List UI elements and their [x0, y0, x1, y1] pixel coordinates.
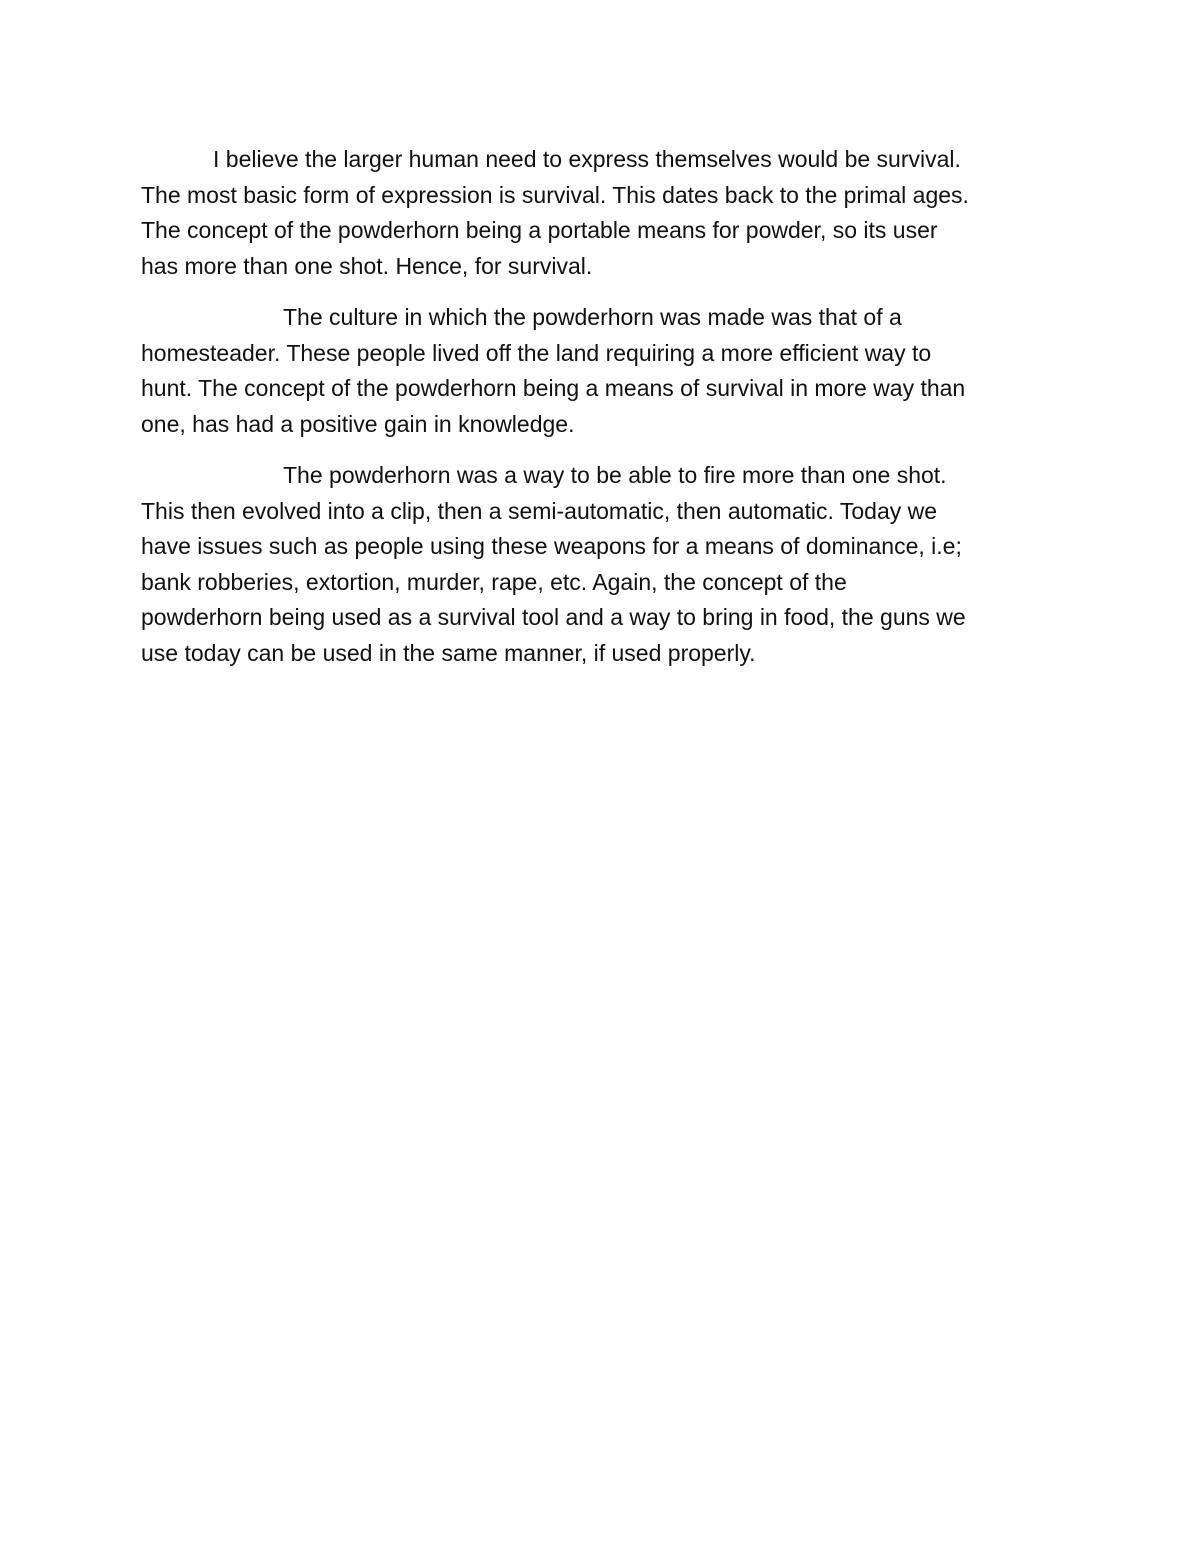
paragraph-3-line-1: The powderhorn was a way to be able to fire more than one shot. — [283, 462, 947, 488]
paragraph-1-line-4: has more than one shot. Hence, for survival. — [141, 252, 593, 279]
paragraph-3-line-5: powderhorn being used as a survival tool and a way to bring in food, the guns we — [141, 604, 966, 630]
paragraph-2 — [141, 300, 1081, 442]
paragraph-3-line-4: bank robberies, extortion, murder, rape, etc. Again, the concept of the — [141, 568, 847, 595]
paragraph-3-line-2: This then evolved into a clip, then a semi-automatic, then automatic. Today we — [141, 497, 938, 524]
paragraph-2-line-1: The culture in which the powderhorn was made was that of a — [283, 304, 902, 330]
paragraph-1-line-3: The concept of the powderhorn being a portable means for powder, so its user — [141, 217, 938, 243]
paragraph-1-line-2: The most basic form of expression is survival. This dates back to the primal ages. — [141, 181, 969, 208]
paragraph-1-line-1: I believe the larger human need to express themselves would be survival. — [213, 146, 961, 172]
paragraph-1 — [141, 142, 1081, 284]
paragraph-2-line-4: one, has had a positive gain in knowledge. — [141, 410, 575, 437]
document-body — [141, 142, 1081, 671]
paragraph-3-line-3: have issues such as people using these weapons for a means of dominance, i.e; — [141, 533, 962, 559]
paragraph-3-line-6: use today can be used in the same manner, if used properly. — [141, 639, 756, 666]
paragraph-2-line-3: hunt. The concept of the powderhorn being a means of survival in more way than — [141, 375, 966, 401]
paragraph-3 — [141, 458, 1081, 671]
paragraph-2-line-2: homesteader. These people lived off the land requiring a more efficient way to — [141, 339, 932, 366]
